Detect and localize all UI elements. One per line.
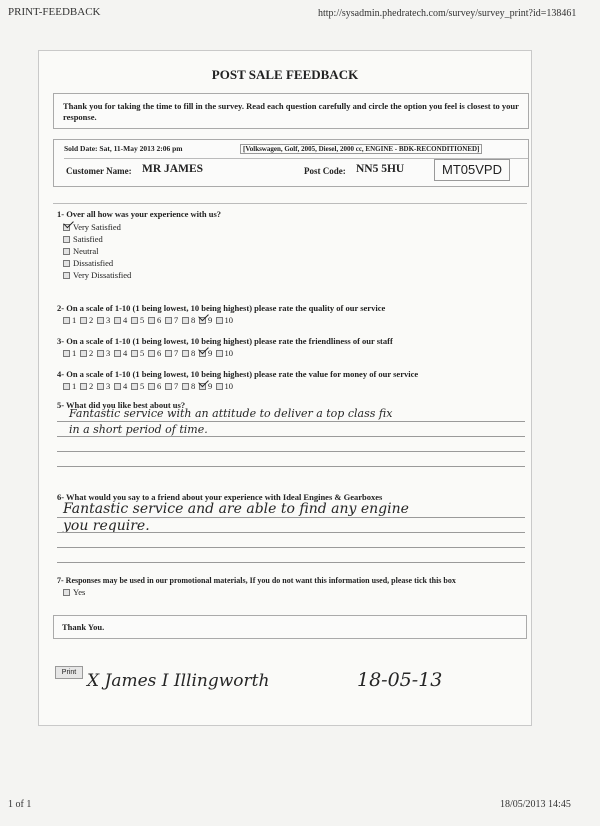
q5-answer-rule	[57, 436, 525, 437]
q5-answer-line-1: Fantastic service with an attitude to deliver a top class fix	[69, 407, 393, 420]
intro-text: Thank you for taking the time to fill in the survey. Read each question carefully and circle the option you feel is closest to your response.	[63, 101, 519, 122]
q6-answer-rule	[57, 547, 525, 548]
q6-answer-rule	[57, 517, 525, 518]
postcode: NN5 5HU	[356, 163, 405, 175]
customer-details-box	[53, 139, 529, 187]
question-2: 2- On a scale of 1-10 (1 being lowest, 10 being highest) please rate the quality of our service	[57, 303, 386, 313]
signed-date: 18-05-13	[357, 669, 443, 691]
print-header-title: PRINT-FEEDBACK	[8, 6, 101, 18]
customer-name: MR JAMES	[142, 163, 204, 175]
q6-answer-line-2: you require.	[63, 518, 150, 534]
q1-option-very-dissatisfied[interactable]: Very Dissatisfied	[63, 269, 131, 281]
q4-scale: 1 2 3 4 5 6 7 8 9 10	[63, 381, 233, 391]
q1-option-very-satisfied[interactable]: Very Satisfied	[63, 221, 131, 233]
postcode-label: Post Code:	[304, 166, 346, 176]
question-3: 3- On a scale of 1-10 (1 being lowest, 10 being highest) please rate the friendliness of our staff	[57, 336, 393, 346]
q5-answer-rule	[57, 451, 525, 452]
vehicle-description: [Volkswagen, Golf, 2005, Diesel, 2000 cc, ENGINE - BDK-RECONDITIONED]	[240, 144, 482, 154]
print-button[interactable]: Print	[55, 666, 83, 679]
sold-date: Sold Date: Sat, 11-May 2013 2:06 pm	[64, 144, 183, 153]
customer-name-label: Customer Name:	[66, 166, 132, 176]
q6-answer-rule	[57, 532, 525, 533]
q5-answer-rule	[57, 466, 525, 467]
print-header-url: http://sysadmin.phedratech.com/survey/survey_print?id=138461	[318, 8, 577, 19]
intro-box	[53, 93, 529, 129]
q3-scale: 1 2 3 4 5 6 7 8 9 10	[63, 348, 233, 358]
question-7: 7- Responses may be used in our promotional materials, If you do not want this information used, please tick this box	[57, 576, 456, 585]
question-5: 5- What did you like best about us?	[57, 400, 186, 410]
thank-you-box	[53, 615, 527, 639]
thank-you-text: Thank You.	[62, 622, 105, 632]
q7-option-yes[interactable]: Yes	[63, 587, 85, 597]
question-1: 1- Over all how was your experience with us?	[57, 209, 222, 219]
q6-answer-rule	[57, 562, 525, 563]
q2-scale: 1 2 3 4 5 6 7 8 9 10	[63, 315, 233, 325]
survey-form	[38, 50, 532, 726]
q6-answer-line-1: Fantastic service and are able to find any engine	[63, 501, 409, 517]
question-6: 6- What would you say to a friend about your experience with Ideal Engines & Gearboxes	[57, 492, 383, 502]
q1-option-satisfied[interactable]: Satisfied	[63, 233, 131, 245]
customer-signature: X James I Illingworth	[87, 671, 270, 691]
q5-answer-line-2: in a short period of time.	[69, 423, 208, 436]
question-4: 4- On a scale of 1-10 (1 being lowest, 10 being highest) please rate the value for money of our service	[57, 369, 419, 379]
print-footer-page: 1 of 1	[8, 799, 32, 810]
q1-option-dissatisfied[interactable]: Dissatisfied	[63, 257, 131, 269]
q1-option-neutral[interactable]: Neutral	[63, 245, 131, 257]
registration-field: MT05VPD	[434, 159, 510, 181]
q5-answer-rule	[57, 421, 525, 422]
print-footer-datetime: 18/05/2013 14:45	[500, 799, 571, 810]
q1-options	[63, 221, 131, 281]
page-title: POST SALE FEEDBACK	[211, 67, 359, 82]
